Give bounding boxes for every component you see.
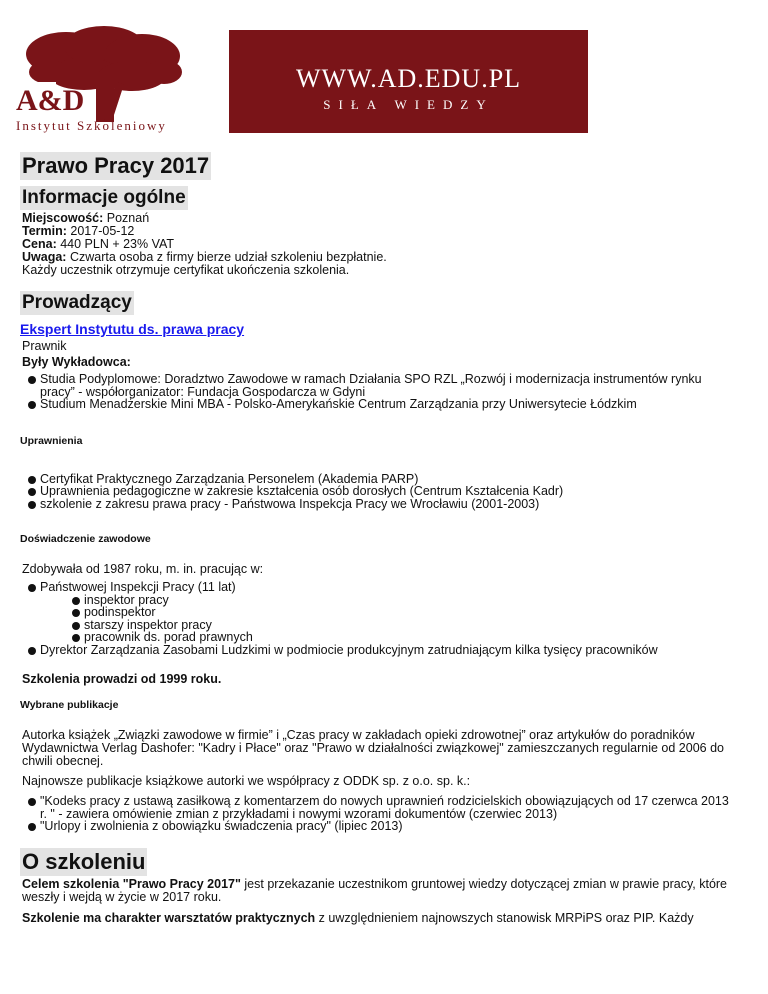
qualifications-heading: Uprawnienia [20, 434, 83, 447]
price-label: Cena: [22, 237, 57, 251]
former-lecturer-list [20, 373, 736, 411]
experience-list [20, 581, 736, 594]
about-p1-text: jest przekazanie uczestnikom gruntowej wiedzy dotyczącej zmian w prawie pracy, które weszły i wejdą w życie w 2017 roku. [22, 876, 728, 904]
trainer-heading: Prowadzący [22, 292, 132, 313]
oak-tree-logo-icon [14, 24, 222, 124]
list-item: Dyrektor Zarządzania Zasobami Ludzkimi w podmiocie produkcyjnym zatrudniającym kilka tysięcy pracowników [28, 644, 736, 657]
date-value: 2017-05-12 [70, 224, 135, 238]
list-item: Studium Menadżerskie Mini MBA - Polsko-Amerykańskie Centrum Zarządzania przy Uniwersytecie Łódzkim [28, 398, 736, 411]
publications-list [20, 795, 736, 833]
banner-tagline: SIŁA WIEDZY [323, 97, 494, 112]
experience-sub-list [20, 594, 736, 644]
note-value: Czwarta osoba z firmy bierze udział szkoleniu bezpłatnie. [69, 250, 387, 264]
trainer-profile-link[interactable]: Ekspert Instytutu ds. prawa pracy [20, 321, 245, 337]
about-p1-bold: Celem szkolenia "Prawo Pracy 2017" [22, 876, 241, 891]
experience-heading: Doświadczenie zawodowe [20, 533, 151, 545]
about-paragraph-1 [22, 878, 736, 904]
qualifications-list [20, 473, 736, 511]
list-item: Studia Podyplomowe: Doradztwo Zawodowe w ramach Działania SPO RZL „Rozwój i modernizacja instrumentów rynku pracy” - współorganizator: Fundacja Gospodarcza w Gdyni [28, 373, 736, 398]
publications-paragraph-1: Autorka książek „Związki zawodowe w firmie” i „Czas pracy w zakładach opieki zdrowotnej” oraz artykułów do poradników Wydawnictwa Verlag Dashofer: "Kadry i Płace" oraz "Prawo w działalności związkowej" zamieszczanych regularnie od 2006 do chwili obecnej. [22, 728, 724, 768]
general-info-section [20, 186, 736, 277]
location-label: Miejscowość: [22, 211, 104, 225]
price-value: 440 PLN + 23% VAT [60, 237, 175, 251]
list-item: szkolenie z zakresu prawa pracy - Państwowa Inspekcja Pracy we Wrocławiu (2001-2003) [28, 498, 736, 511]
general-info-list [22, 212, 736, 277]
general-info-heading: Informacje ogólne [22, 187, 186, 208]
list-item: Państwowej Inspekcji Pracy (11 lat) [28, 581, 736, 594]
list-item: starszy inspektor pracy [72, 619, 736, 632]
list-item: Certyfikat Praktycznego Zarządzania Personelem (Akademia PARP) [28, 473, 736, 486]
date-label: Termin: [22, 224, 67, 238]
about-heading: O szkoleniu [22, 848, 146, 874]
list-item: "Kodeks pracy z ustawą zasiłkową z komentarzem do nowych uprawnień rodzicielskich obowiązujących od 17 czerwca 2013 r. " - zawiera omówienie zmian z przykładami i nowymi wzorami dokumentów (czerwiec 2013) [28, 795, 736, 820]
list-item: podinspektor [72, 606, 736, 619]
list-item: pracownik ds. porad prawnych [72, 631, 736, 644]
list-item: Uprawnienia pedagogiczne w zakresie kształcenia osób dorosłych (Centrum Kształcenia Kadr) [28, 485, 736, 498]
trainer-role: Prawnik [22, 339, 67, 353]
institute-name: Instytut Szkoleniowy [16, 118, 167, 133]
publications-heading: Wybrane publikacje [20, 699, 119, 711]
training-since-text: Szkolenia prowadzi od 1999 roku. [22, 672, 222, 686]
page-title: Prawo Pracy 2017 [22, 153, 210, 178]
main-content [20, 152, 736, 925]
former-lecturer-label: Były Wykładowca: [22, 355, 131, 369]
about-p2-bold: Szkolenie ma charakter warsztatów praktycznych [22, 910, 316, 925]
trainer-section [20, 291, 736, 833]
certificate-note: Każdy uczestnik otrzymuje certyfikat ukończenia szkolenia. [22, 263, 350, 277]
banner-url: WWW.AD.EDU.PL [295, 64, 522, 93]
experience-intro: Zdobywała od 1987 roku, m. in. pracując w: [22, 562, 264, 576]
location-value: Poznań [106, 211, 150, 225]
about-p2-text: z uwzględnieniem najnowszych stanowisk MRPiPS oraz PIP. Każdy [315, 910, 694, 925]
publications-paragraph-2: Najnowsze publikacje książkowe autorki we współpracy z ODDK sp. z o.o. sp. k.: [22, 774, 471, 788]
list-item: "Urlopy i zwolnienia z obowiązku świadczenia pracy" (lipiec 2013) [28, 820, 736, 833]
list-item: inspektor pracy [72, 594, 736, 607]
logo-letters: A&D [16, 84, 85, 117]
experience-list-2 [20, 644, 736, 657]
note-label: Uwaga: [22, 250, 67, 264]
header-banner [229, 30, 588, 133]
about-section [20, 848, 736, 925]
about-paragraph-2 [22, 912, 736, 925]
